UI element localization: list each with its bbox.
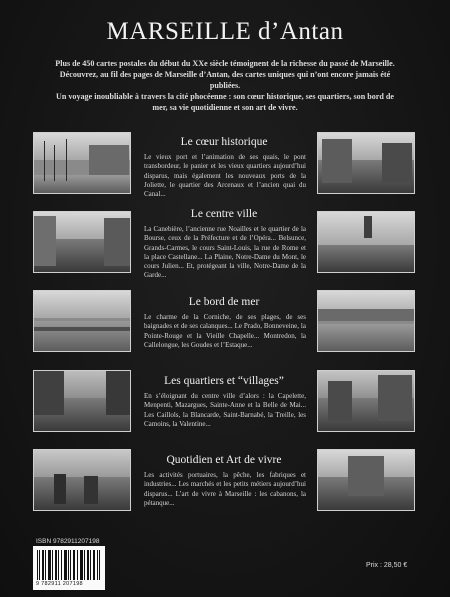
intro-paragraph-1: Plus de 450 cartes postales du début du XXe siècle témoignent de la richesse du passé de Marseille. Découvrez, au fil des pages de Marseille d’Antan, des cartes uniques qui n’ont encore jamais été publiées.	[55, 59, 395, 90]
ean-number: 9 782911 207198	[36, 581, 83, 587]
section-title-coeur-historique: Le cœur historique	[180, 136, 268, 148]
barcode	[33, 546, 105, 590]
postcard-photo-market	[317, 449, 415, 511]
section-title-quotidien-art-de-vivre: Quotidien et Art de vivre	[166, 454, 282, 466]
postcard-photo-vieux-port	[33, 132, 131, 194]
barcode-bars	[37, 550, 101, 580]
isbn-label: ISBN 9782911207198	[36, 538, 100, 545]
postcard-photo-village-street	[33, 370, 131, 432]
section-title-quartiers-villages: Les quartiers et “villages”	[164, 375, 284, 387]
postcard-photo-quartier	[317, 132, 415, 194]
postcard-photo-port	[317, 290, 415, 352]
postcard-photo-canebiere	[33, 211, 131, 273]
book-title: MARSEILLE d’Antan	[106, 18, 344, 45]
section-title-centre-ville: Le centre ville	[190, 208, 258, 220]
intro-paragraph-2: Un voyage inoubliable à travers la cité phocéenne : son cœur historique, ses quartiers, son bord de mer, sa vie quotidienne et son art de vivre.	[56, 92, 394, 112]
section-text-quotidien-art-de-vivre: Les activités portuaires, la pêche, les fabriques et industries... Les marchés et les petits métiers aujourd’hui disparus... L’art de vivre à Marseille : les cabanons, la pétanque...	[144, 471, 306, 507]
section-text-bord-de-mer: Le charme de la Corniche, de ses plages, de ses baignades et de ses calanques... Le Prado, Bonneveine, la Pointe-Rouge et la Vieille Chapelle... Montredon, la Callelongue, les Goudes et l’Estaque...	[144, 313, 306, 349]
section-text-coeur-historique: Le vieux port et l’animation de ses quais, le pont transbordeur, le panier et les vieux quartiers aujourd’hui disparus, mais également les nouveaux ports de la Joliette, le quartier des Arcenaux et l’ancien quai du Canal...	[144, 153, 306, 199]
price-label: Prix : 28,50 €	[366, 562, 408, 569]
section-text-quartiers-villages: En s’éloignant du centre ville d’alors : la Capelette, Menpenti, Mazargues, Sainte-Anne et la Belle de Mai... Les Caillols, la Blancarde, Saint-Barnabé, la Treille, les Camoins, la Valentine...	[144, 392, 306, 428]
section-title-bord-de-mer: Le bord de mer	[188, 296, 260, 308]
section-text-centre-ville: La Canebière, l’ancienne rue Noailles et le quartier de la Bourse, ceux de la Préfecture et de l’Opéra... Belsunce, Grands-Carmes, le cours Saint-Louis, la rue de Rome et la place Castellane... La Plaine, Notre-Dame du Mont, le cours Julien... Et, protégeant la ville, Notre-Dame de la Garde...	[144, 225, 306, 280]
postcard-photo-village-square	[317, 370, 415, 432]
postcard-photo-fishermen	[33, 449, 131, 511]
postcard-photo-corniche	[33, 290, 131, 352]
postcard-photo-notre-dame	[317, 211, 415, 273]
